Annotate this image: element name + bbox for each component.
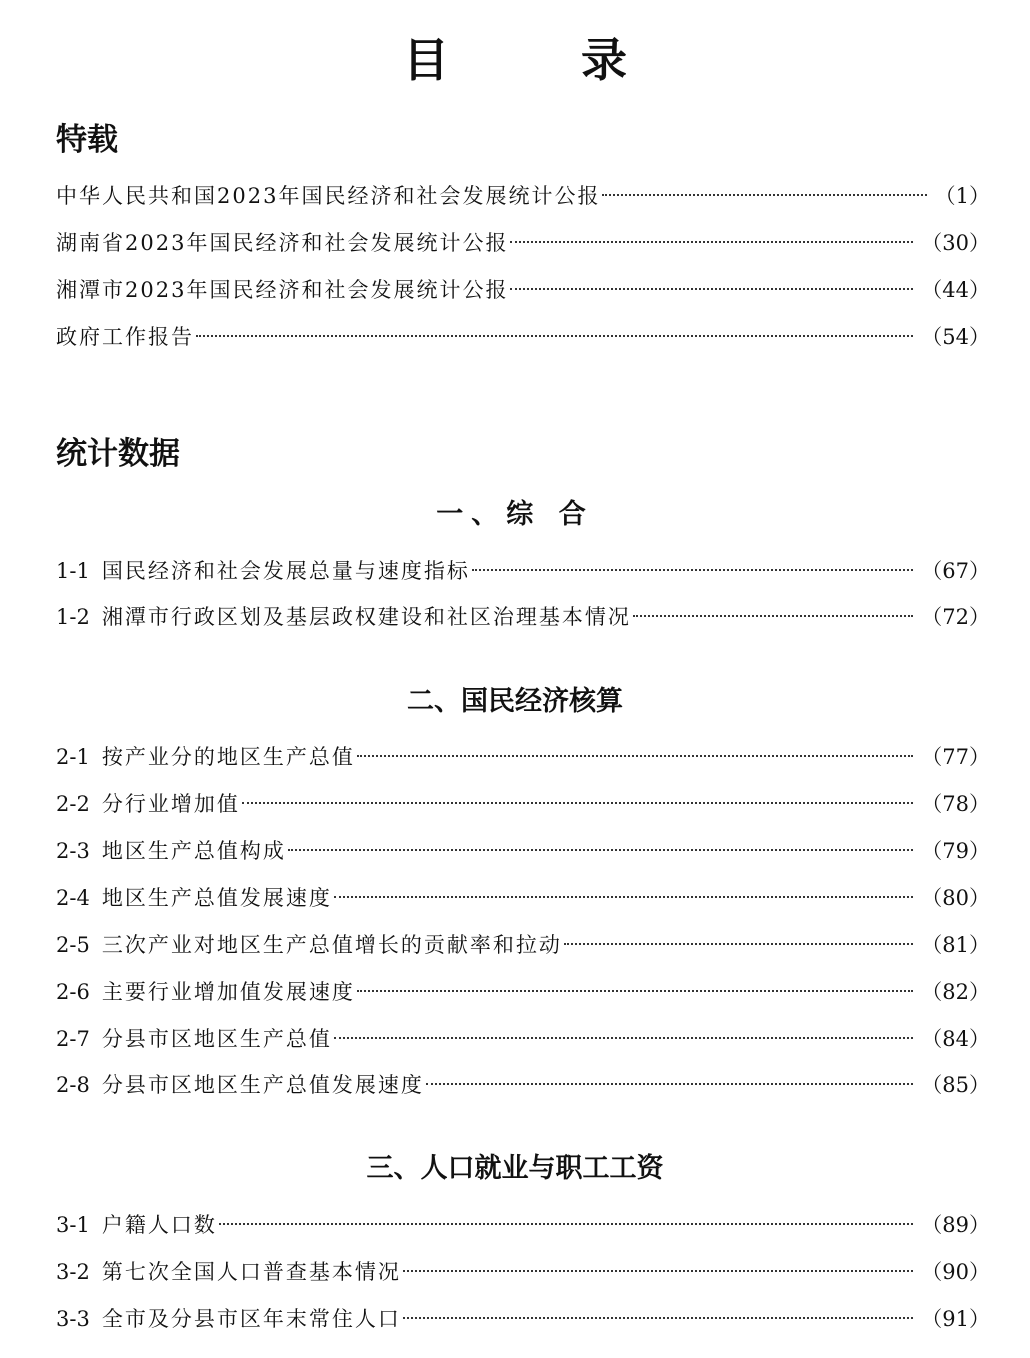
toc-entry[interactable] xyxy=(56,1303,990,1335)
entry-title: 户籍人口数 xyxy=(101,1213,217,1237)
dot-leader xyxy=(357,754,913,757)
entry-page-number: （89） xyxy=(921,1213,990,1237)
toc-entry[interactable] xyxy=(56,882,990,914)
entry-title: 主要行业增加值发展速度 xyxy=(101,980,355,1004)
entry-number: 2-3 xyxy=(56,839,90,863)
toc-entry[interactable] xyxy=(56,741,990,773)
toc-entry[interactable] xyxy=(56,321,990,353)
entry-page-number: （44） xyxy=(921,278,990,302)
dot-leader xyxy=(602,193,926,196)
entry-title: 地区生产总值构成 xyxy=(101,839,286,863)
entry-number: 3-1 xyxy=(56,1213,90,1237)
section-heading-special: 特载 xyxy=(56,122,118,158)
toc-entry[interactable] xyxy=(56,929,990,961)
entry-number: 2-7 xyxy=(56,1027,90,1051)
entry-title: 中华人民共和国2023年国民经济和社会发展统计公报 xyxy=(56,184,601,208)
entry-page-number: （30） xyxy=(921,231,990,255)
toc-entry[interactable] xyxy=(56,1256,990,1288)
dot-leader xyxy=(196,334,913,337)
dot-leader xyxy=(219,1222,913,1225)
entry-title: 国民经济和社会发展总量与速度指标 xyxy=(101,559,470,583)
entry-title: 湘潭市2023年国民经济和社会发展统计公报 xyxy=(56,278,509,302)
dot-leader xyxy=(403,1316,913,1319)
entry-page-number: （84） xyxy=(921,1027,990,1051)
toc-entry[interactable] xyxy=(56,274,990,306)
toc-entry[interactable] xyxy=(56,601,990,633)
section-heading-statistics: 统计数据 xyxy=(56,436,180,472)
entry-number: 3-3 xyxy=(56,1307,90,1331)
entry-title: 分县市区地区生产总值发展速度 xyxy=(101,1073,424,1097)
entry-title: 按产业分的地区生产总值 xyxy=(101,745,355,769)
toc-entry[interactable] xyxy=(56,788,990,820)
entry-title: 全市及分县市区年末常住人口 xyxy=(101,1307,401,1331)
toc-entry[interactable] xyxy=(56,1209,990,1241)
entry-number: 2-6 xyxy=(56,980,90,1004)
toc-entry[interactable] xyxy=(56,976,990,1008)
entry-title: 三次产业对地区生产总值增长的贡献率和拉动 xyxy=(101,933,562,957)
dot-leader xyxy=(357,989,913,992)
chapter-heading-national-accounts: 二、国民经济核算 xyxy=(407,686,623,717)
toc-entry[interactable] xyxy=(56,555,990,587)
entry-page-number: （80） xyxy=(921,886,990,910)
entry-title: 第七次全国人口普查基本情况 xyxy=(101,1260,401,1284)
entry-page-number: （91） xyxy=(921,1307,990,1331)
entry-page-number: （54） xyxy=(921,325,990,349)
entry-page-number: （82） xyxy=(921,980,990,1004)
entry-number: 2-5 xyxy=(56,933,90,957)
entry-number: 1-2 xyxy=(56,605,90,629)
entry-number: 3-2 xyxy=(56,1260,90,1284)
entry-title: 分行业增加值 xyxy=(101,792,240,816)
entry-number: 2-4 xyxy=(56,886,90,910)
entry-number: 2-1 xyxy=(56,745,90,769)
entry-title: 地区生产总值发展速度 xyxy=(101,886,332,910)
entry-page-number: （81） xyxy=(921,933,990,957)
dot-leader xyxy=(242,801,913,804)
dot-leader xyxy=(564,942,913,945)
dot-leader xyxy=(334,895,913,898)
dot-leader xyxy=(288,848,913,851)
toc-entry[interactable] xyxy=(56,180,990,212)
entry-page-number: （1） xyxy=(934,184,990,208)
entry-page-number: （77） xyxy=(921,745,990,769)
entry-number: 2-8 xyxy=(56,1073,90,1097)
entry-page-number: （90） xyxy=(921,1260,990,1284)
dot-leader xyxy=(510,287,913,290)
dot-leader xyxy=(510,240,913,243)
dot-leader xyxy=(633,614,913,617)
chapter-heading-general: 一、综 合 xyxy=(436,499,594,530)
toc-entry[interactable] xyxy=(56,1069,990,1101)
dot-leader xyxy=(403,1269,913,1272)
toc-entry[interactable] xyxy=(56,227,990,259)
entry-page-number: （79） xyxy=(921,839,990,863)
toc-entry[interactable] xyxy=(56,1023,990,1055)
toc-entry[interactable] xyxy=(56,835,990,867)
entry-page-number: （85） xyxy=(921,1073,990,1097)
dot-leader xyxy=(472,568,913,571)
entry-page-number: （78） xyxy=(921,792,990,816)
entry-page-number: （72） xyxy=(921,605,990,629)
entry-page-number: （67） xyxy=(921,559,990,583)
page-title: 目 录 xyxy=(402,33,685,87)
dot-leader xyxy=(426,1082,913,1085)
entry-title: 政府工作报告 xyxy=(56,325,194,349)
entry-number: 2-2 xyxy=(56,792,90,816)
entry-title: 分县市区地区生产总值 xyxy=(101,1027,332,1051)
entry-number: 1-1 xyxy=(56,559,90,583)
entry-title: 湘潭市行政区划及基层政权建设和社区治理基本情况 xyxy=(101,605,631,629)
entry-title: 湖南省2023年国民经济和社会发展统计公报 xyxy=(56,231,509,255)
chapter-heading-population-employment: 三、人口就业与职工工资 xyxy=(366,1153,664,1184)
dot-leader xyxy=(334,1036,913,1039)
